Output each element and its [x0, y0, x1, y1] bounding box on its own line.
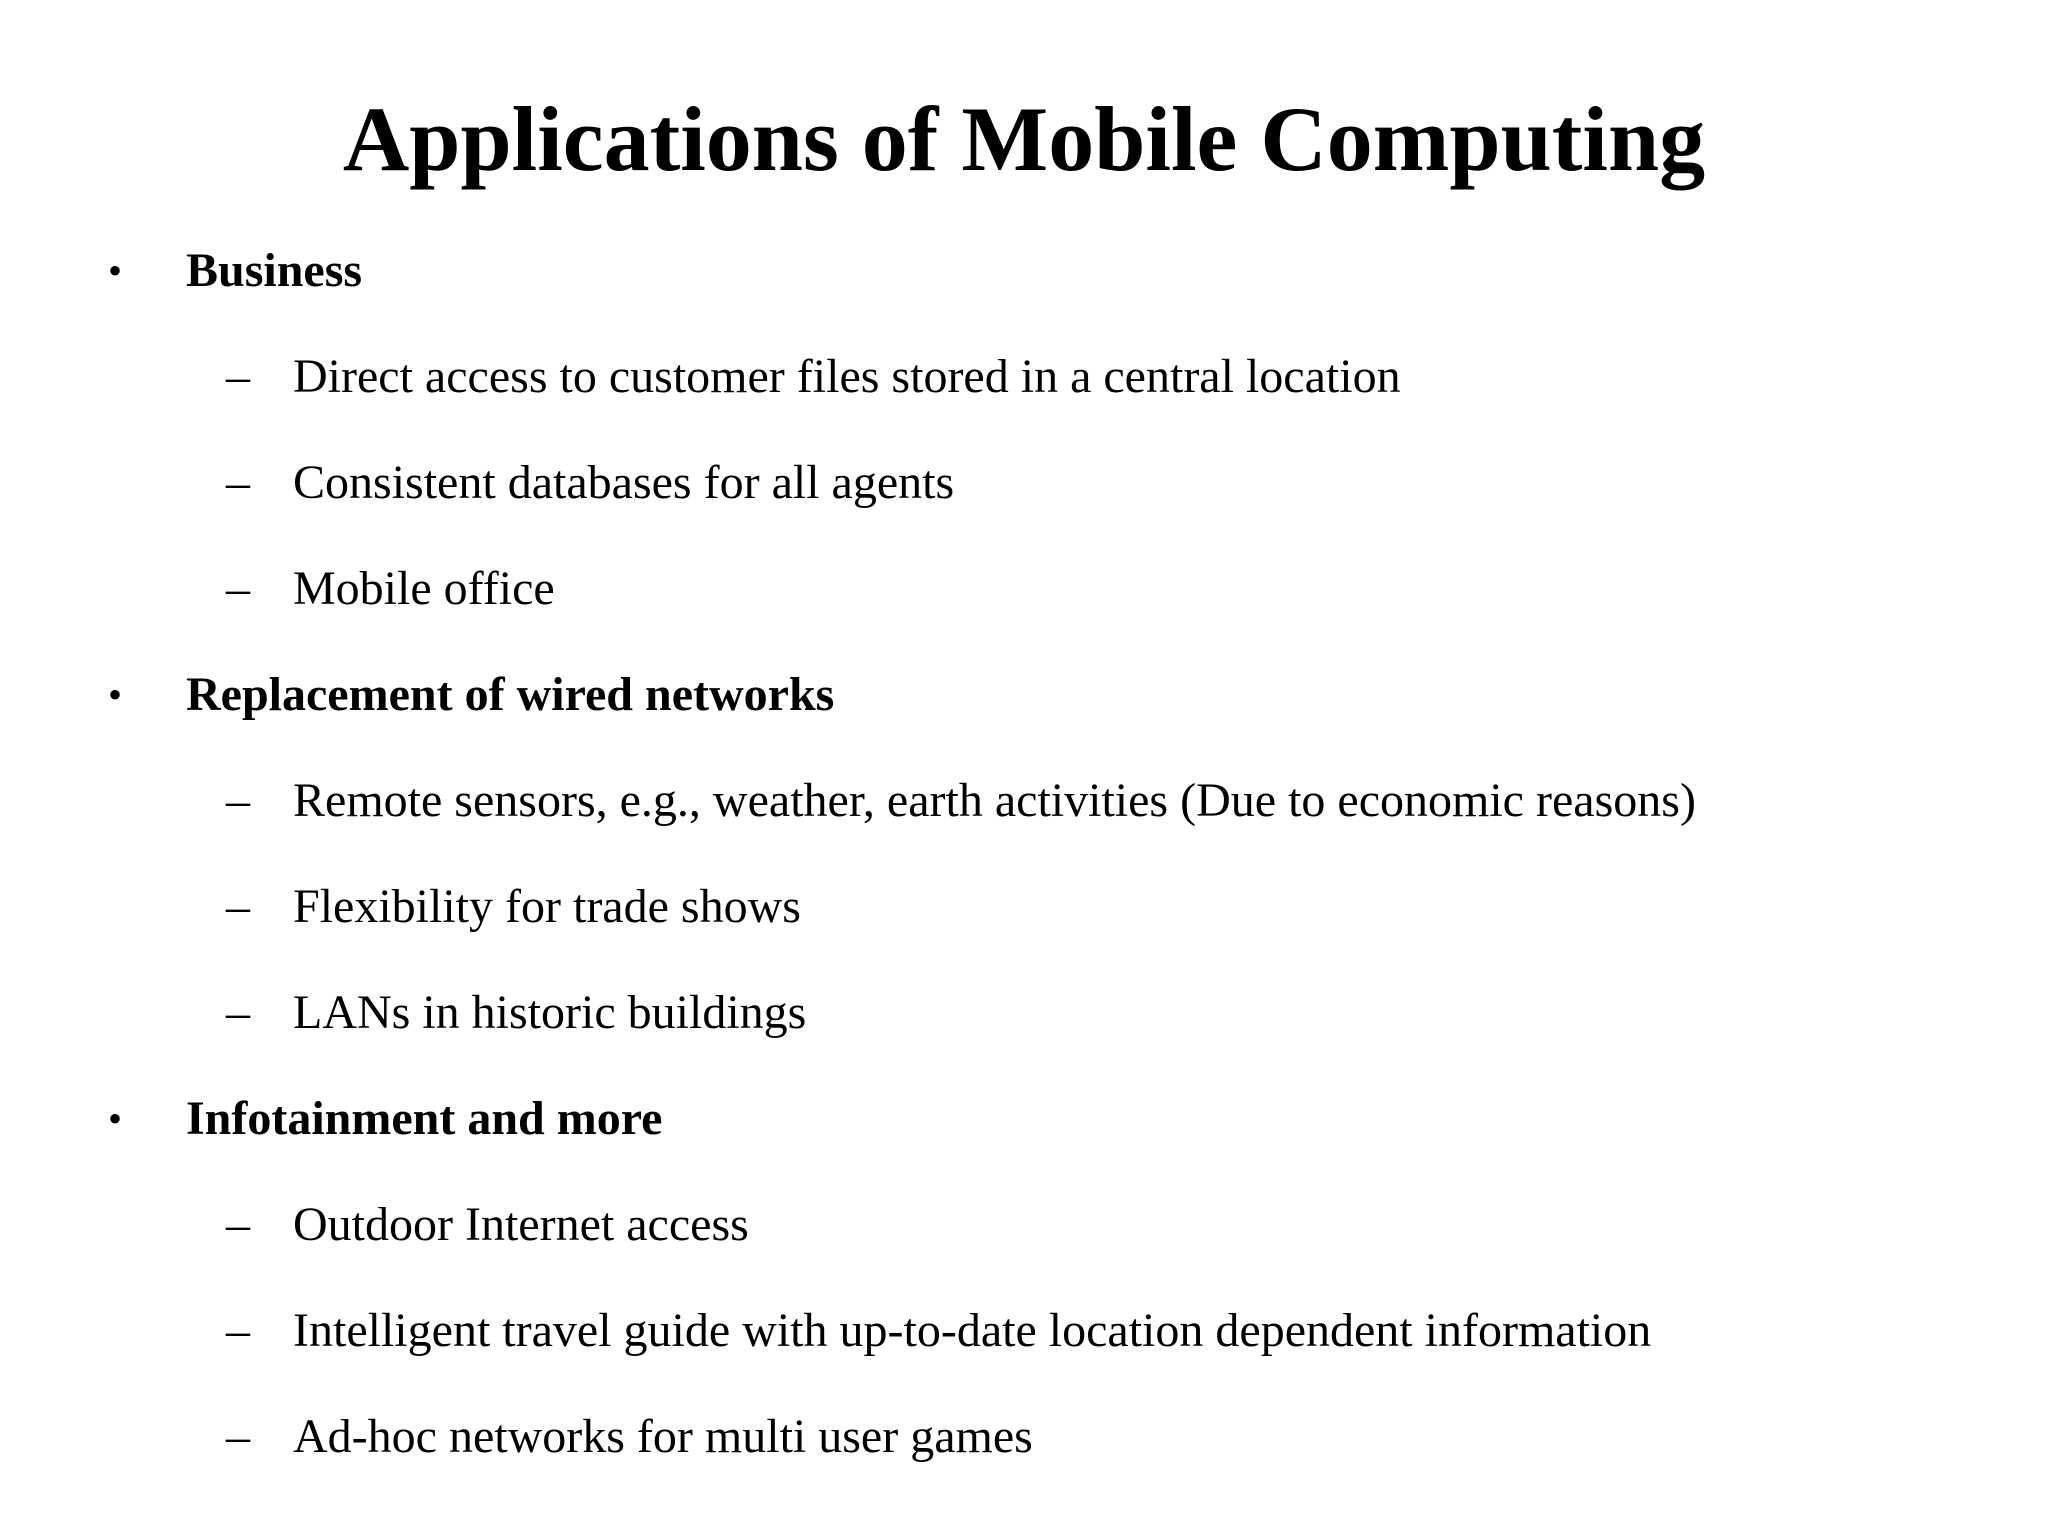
bullet-icon: •: [108, 672, 123, 717]
list-item-text: Outdoor Internet access: [293, 1198, 749, 1251]
list-item-text: LANs in historic buildings: [293, 986, 807, 1039]
list-item: [0, 335, 2048, 441]
dash-bullet-icon: –: [226, 1304, 250, 1357]
dash-bullet-icon: –: [226, 1410, 250, 1463]
dash-bullet-icon: –: [226, 1198, 250, 1251]
bullet-list: [0, 229, 2048, 1501]
section-heading-label: Replacement of wired networks: [186, 668, 835, 721]
list-item-text: Direct access to customer files stored in a central location: [293, 350, 1401, 403]
list-item: [0, 1183, 2048, 1289]
section-heading-label: Business: [186, 244, 363, 297]
list-item: [0, 1289, 2048, 1395]
list-item-text: Remote sensors, e.g., weather, earth activities (Due to economic reasons): [293, 774, 1696, 827]
section-heading-replacement-of-wired-networks: [0, 653, 2048, 759]
list-item: [0, 865, 2048, 971]
dash-bullet-icon: –: [226, 456, 250, 509]
list-item: [0, 547, 2048, 653]
bullet-icon: •: [108, 248, 123, 293]
list-item-text: Ad-hoc networks for multi user games: [293, 1410, 1033, 1463]
list-item: [0, 1395, 2048, 1501]
section-heading-infotainment-and-more: [0, 1077, 2048, 1183]
dash-bullet-icon: –: [226, 986, 250, 1039]
bullet-icon: •: [108, 1096, 123, 1141]
list-item-text: Mobile office: [293, 562, 555, 615]
list-item-text: Flexibility for trade shows: [293, 880, 801, 933]
list-item: [0, 759, 2048, 865]
section-heading-label: Infotainment and more: [186, 1092, 663, 1145]
dash-bullet-icon: –: [226, 880, 250, 933]
slide-title: Applications of Mobile Computing: [342, 88, 1706, 190]
list-item-text: Intelligent travel guide with up-to-date location dependent information: [293, 1304, 1652, 1357]
list-item: [0, 441, 2048, 547]
list-item-text: Consistent databases for all agents: [293, 456, 955, 509]
dash-bullet-icon: –: [226, 774, 250, 827]
section-heading-business: [0, 229, 2048, 335]
list-item: [0, 971, 2048, 1077]
dash-bullet-icon: –: [226, 350, 250, 403]
dash-bullet-icon: –: [226, 562, 250, 615]
